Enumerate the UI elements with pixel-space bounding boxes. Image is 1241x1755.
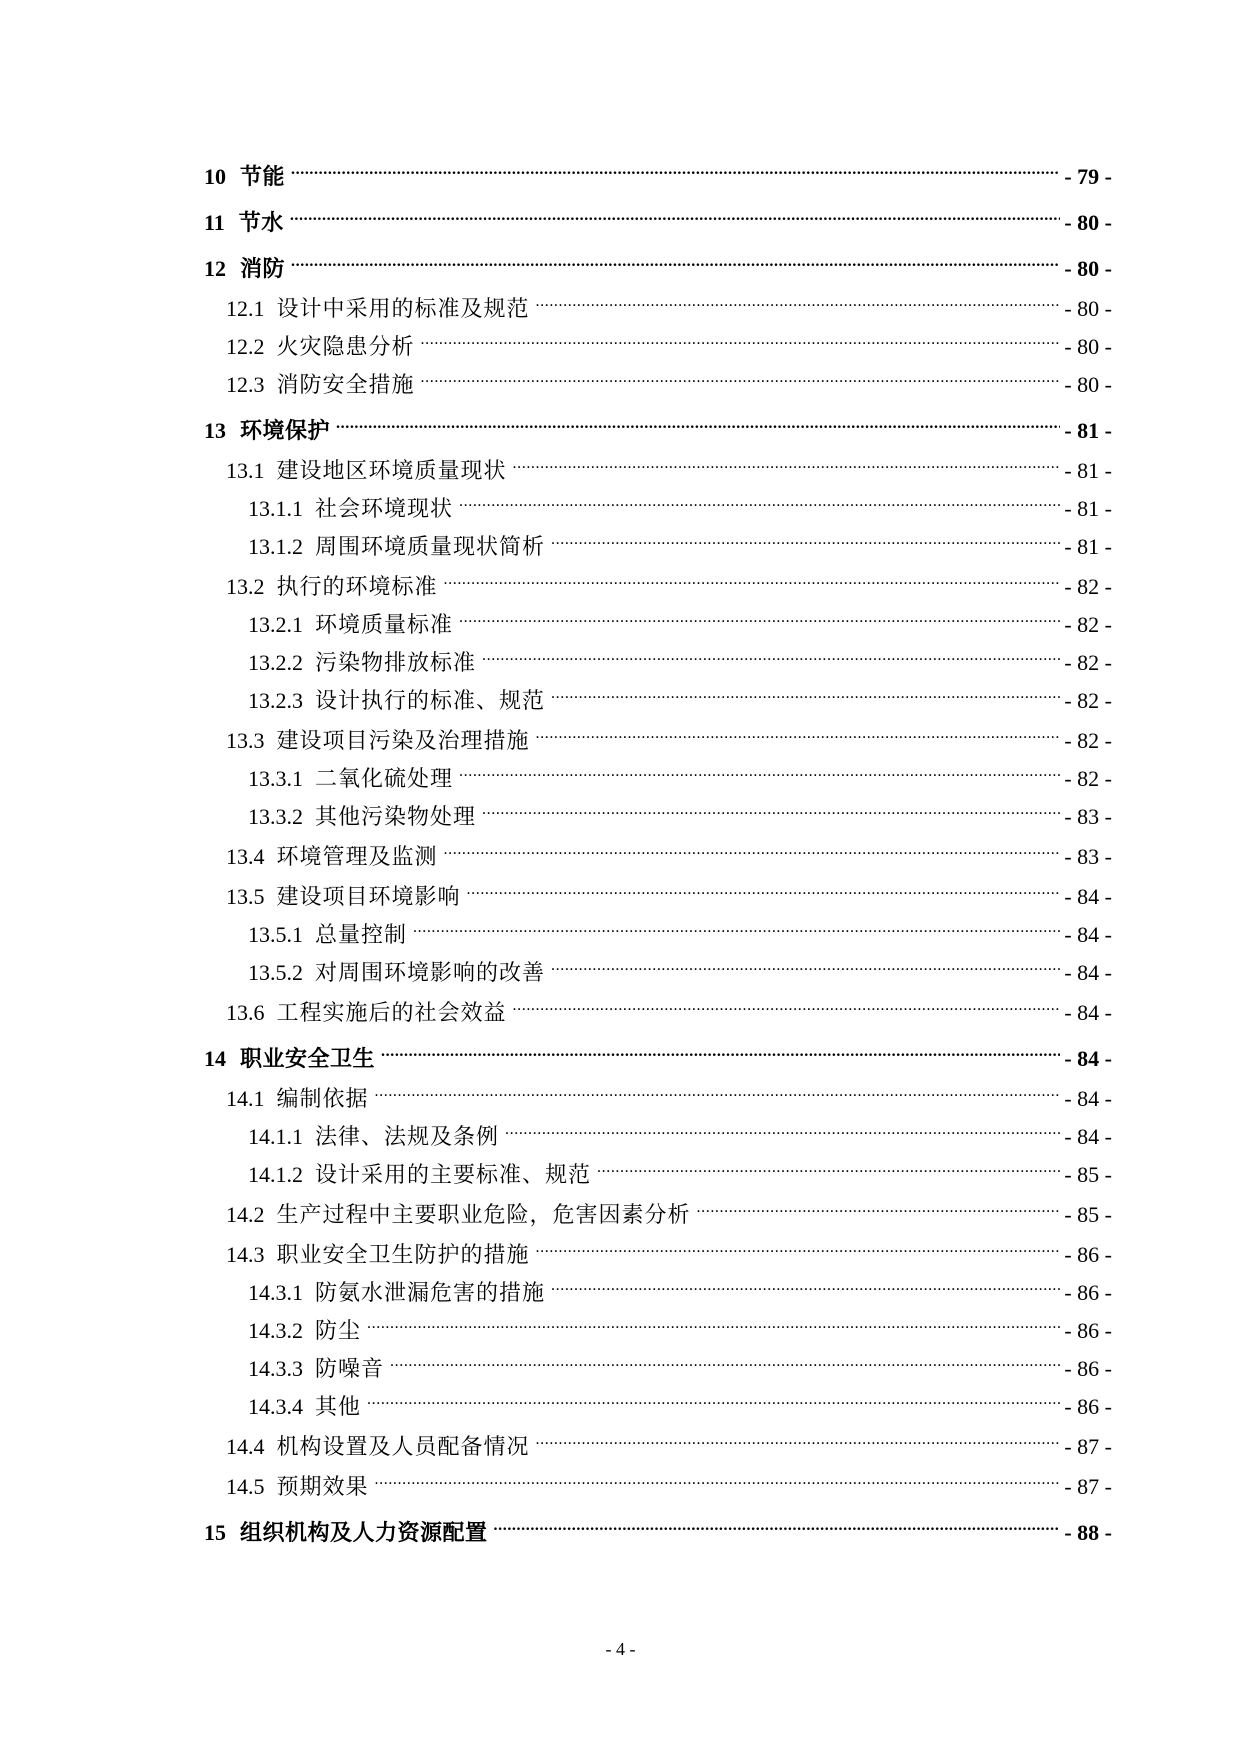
- toc-entry-page: - 84 -: [1064, 922, 1112, 947]
- toc-entry: [204, 1038, 1112, 1071]
- toc-entry-title: 防噪音: [315, 1356, 385, 1381]
- toc-entry-number: 11: [204, 210, 225, 235]
- toc-entry: [226, 836, 1112, 869]
- toc-entry-page: - 83 -: [1064, 844, 1112, 869]
- dot-leader: [459, 488, 1060, 516]
- toc-entry-number: 14.3: [226, 1242, 265, 1267]
- toc-entry-title: 法律、法规及条例: [315, 1124, 500, 1149]
- toc-entry: [226, 1078, 1112, 1111]
- toc-entry-page: - 79 -: [1064, 164, 1112, 189]
- toc-entry-title: 火灾隐患分析: [276, 334, 415, 359]
- toc-entry-title: 消防安全措施: [276, 372, 415, 397]
- toc-entry-title: 环境质量标准: [315, 612, 454, 637]
- toc-entry-number: 13.5: [226, 884, 265, 909]
- toc-entry-page: - 84 -: [1064, 1000, 1112, 1025]
- toc-entry-page: - 85 -: [1064, 1202, 1112, 1227]
- toc-entry-number: 14.1.1: [248, 1124, 303, 1149]
- dot-leader: [390, 1348, 1060, 1376]
- toc-entry-page: - 80 -: [1064, 256, 1112, 281]
- toc-entry-page: - 81 -: [1064, 458, 1112, 483]
- toc-entry-number: 13.3.2: [248, 804, 303, 829]
- toc-entry: [226, 288, 1112, 321]
- dot-leader: [482, 796, 1060, 824]
- dot-leader: [536, 288, 1061, 316]
- dot-leader: [536, 720, 1061, 748]
- dot-leader: [551, 526, 1060, 554]
- toc-entry-number: 13.6: [226, 1000, 265, 1025]
- toc-entry: [226, 566, 1112, 599]
- toc-entry-number: 10: [204, 164, 226, 189]
- dot-leader: [421, 326, 1061, 354]
- toc-entry-title: 职业安全卫生防护的措施: [276, 1242, 530, 1267]
- dot-leader: [459, 758, 1060, 786]
- dot-leader: [367, 1386, 1060, 1414]
- toc-entry-title: 消防: [240, 256, 286, 281]
- toc-entry-title: 周围环境质量现状简析: [315, 534, 546, 559]
- toc-entry-number: 14.1.2: [248, 1162, 303, 1187]
- toc-entry-page: - 82 -: [1064, 574, 1112, 599]
- toc-entry-page: - 86 -: [1064, 1242, 1112, 1267]
- dot-leader: [513, 450, 1061, 478]
- toc-entry-number: 12.3: [226, 372, 265, 397]
- toc-entry-title: 执行的环境标准: [276, 574, 438, 599]
- toc-entry-number: 14.5: [226, 1474, 265, 1499]
- toc-entry-number: 13.2: [226, 574, 265, 599]
- toc-entry-page: - 84 -: [1064, 960, 1112, 985]
- dot-leader: [375, 1466, 1061, 1494]
- toc-entry: [248, 1310, 1112, 1343]
- toc-entry-page: - 84 -: [1064, 1086, 1112, 1111]
- toc-entry-title: 建设项目污染及治理措施: [276, 728, 530, 753]
- toc-entry-title: 设计中采用的标准及规范: [276, 296, 530, 321]
- toc-entry-number: 12.2: [226, 334, 265, 359]
- dot-leader: [290, 202, 1061, 230]
- toc-entry: [204, 1512, 1112, 1545]
- toc-entry-title: 防尘: [315, 1318, 362, 1343]
- toc-entry-title: 二氧化硫处理: [315, 766, 454, 791]
- toc-entry-page: - 84 -: [1064, 1124, 1112, 1149]
- dot-leader: [494, 1512, 1061, 1540]
- toc-entry-number: 13.1.1: [248, 496, 303, 521]
- toc-entry-number: 15: [204, 1520, 226, 1545]
- toc-entry: [248, 526, 1112, 559]
- toc-entry-number: 13.5.2: [248, 960, 303, 985]
- toc-entry: [204, 156, 1112, 189]
- toc-entry: [248, 758, 1112, 791]
- toc-entry-title: 职业安全卫生: [240, 1046, 376, 1071]
- toc-entry-number: 14.3.2: [248, 1318, 303, 1343]
- toc-entry: [226, 720, 1112, 753]
- toc-entry-title: 组织机构及人力资源配置: [240, 1520, 488, 1545]
- dot-leader: [336, 410, 1060, 438]
- toc-entry-title: 设计采用的主要标准、规范: [315, 1162, 592, 1187]
- toc-entry-page: - 85 -: [1064, 1162, 1112, 1187]
- toc-entry-title: 工程实施后的社会效益: [276, 1000, 507, 1025]
- toc-entry: [226, 450, 1112, 483]
- dot-leader: [467, 876, 1061, 904]
- dot-leader: [459, 604, 1060, 632]
- toc-entry: [248, 914, 1112, 947]
- toc-entry-page: - 86 -: [1064, 1356, 1112, 1381]
- dot-leader: [551, 1272, 1060, 1300]
- toc-entry-number: 12.1: [226, 296, 265, 321]
- toc-entry-title: 编制依据: [276, 1086, 369, 1111]
- toc-entry-number: 13.5.1: [248, 922, 303, 947]
- toc-entry-page: - 81 -: [1064, 534, 1112, 559]
- toc-entry-page: - 86 -: [1064, 1318, 1112, 1343]
- toc-entry: [226, 1426, 1112, 1459]
- dot-leader: [413, 914, 1060, 942]
- toc-entry-page: - 82 -: [1064, 650, 1112, 675]
- toc-entry-number: 13.3: [226, 728, 265, 753]
- toc-entry-title: 对周围环境影响的改善: [315, 960, 546, 985]
- toc-entry: [204, 202, 1112, 235]
- dot-leader: [697, 1194, 1061, 1222]
- toc-entry: [226, 364, 1112, 397]
- toc-entry-title: 其他污染物处理: [315, 804, 477, 829]
- toc-entry-title: 社会环境现状: [315, 496, 454, 521]
- toc-entry: [248, 642, 1112, 675]
- toc-entry-title: 环境管理及监测: [276, 844, 438, 869]
- toc-entry-title: 建设项目环境影响: [276, 884, 461, 909]
- toc-entry: [226, 1466, 1112, 1499]
- toc-entry-title: 建设地区环境质量现状: [276, 458, 507, 483]
- toc-entry-page: - 86 -: [1064, 1280, 1112, 1305]
- toc-entry: [248, 1386, 1112, 1419]
- toc-entry-title: 设计执行的标准、规范: [315, 688, 546, 713]
- toc-entry: [226, 992, 1112, 1025]
- toc-entry-number: 14.2: [226, 1202, 265, 1227]
- toc-entry-number: 14.3.4: [248, 1394, 303, 1419]
- toc-entry-title: 环境保护: [240, 418, 331, 443]
- toc-entry-page: - 80 -: [1064, 296, 1112, 321]
- toc-entry-number: 13.2.1: [248, 612, 303, 637]
- toc-entry-page: - 82 -: [1064, 766, 1112, 791]
- dot-leader: [444, 566, 1061, 594]
- dot-leader: [381, 1038, 1060, 1066]
- toc-entry: [248, 488, 1112, 521]
- toc-entry: [248, 680, 1112, 713]
- toc-entry-page: - 80 -: [1064, 210, 1112, 235]
- toc-entry-page: - 81 -: [1064, 418, 1112, 443]
- toc-entry: [248, 1272, 1112, 1305]
- toc-entry-page: - 80 -: [1064, 372, 1112, 397]
- toc-entry: [248, 1116, 1112, 1149]
- dot-leader: [291, 248, 1060, 276]
- toc-entry-page: - 88 -: [1064, 1520, 1112, 1545]
- dot-leader: [482, 642, 1060, 670]
- toc-entry-page: - 82 -: [1064, 688, 1112, 713]
- toc-entry-number: 13.3.1: [248, 766, 303, 791]
- toc-entry: [248, 1348, 1112, 1381]
- toc-entry-number: 14: [204, 1046, 226, 1071]
- dot-leader: [513, 992, 1061, 1020]
- toc-entry-page: - 86 -: [1064, 1394, 1112, 1419]
- toc-entry-page: - 82 -: [1064, 728, 1112, 753]
- toc-entry-number: 13.1: [226, 458, 265, 483]
- toc-entry: [226, 876, 1112, 909]
- toc-entry: [248, 796, 1112, 829]
- toc-entry: [248, 1154, 1112, 1187]
- dot-leader: [291, 156, 1060, 184]
- toc-entry-title: 节水: [238, 210, 284, 235]
- toc-entry-page: - 83 -: [1064, 804, 1112, 829]
- dot-leader: [597, 1154, 1060, 1182]
- toc-entry-title: 防氨水泄漏危害的措施: [315, 1280, 546, 1305]
- page-number: - 4 -: [605, 1639, 636, 1659]
- toc-entry-page: - 80 -: [1064, 334, 1112, 359]
- toc-entry-title: 污染物排放标准: [315, 650, 477, 675]
- toc-entry: [226, 1234, 1112, 1267]
- toc-entry: [226, 326, 1112, 359]
- toc-entry: [248, 604, 1112, 637]
- toc-entry-page: - 87 -: [1064, 1434, 1112, 1459]
- toc-entry-title: 机构设置及人员配备情况: [276, 1434, 530, 1459]
- dot-leader: [444, 836, 1061, 864]
- toc-entry-title: 预期效果: [276, 1474, 369, 1499]
- toc-entry: [226, 1194, 1112, 1227]
- toc-entry-number: 13.4: [226, 844, 265, 869]
- toc-entry-title: 节能: [240, 164, 286, 189]
- toc-entry-number: 13.2.3: [248, 688, 303, 713]
- toc-entry-page: - 84 -: [1064, 884, 1112, 909]
- toc-entry-number: 14.3.1: [248, 1280, 303, 1305]
- toc-entry-title: 总量控制: [315, 922, 408, 947]
- toc-entry-number: 13.2.2: [248, 650, 303, 675]
- dot-leader: [367, 1310, 1060, 1338]
- dot-leader: [551, 680, 1060, 708]
- toc-entry-number: 13.1.2: [248, 534, 303, 559]
- toc-entry-page: - 82 -: [1064, 612, 1112, 637]
- dot-leader: [421, 364, 1061, 392]
- toc-entry-title: 其他: [315, 1394, 362, 1419]
- toc-entry: [204, 410, 1112, 443]
- toc-entry-title: 生产过程中主要职业危险，危害因素分析: [276, 1202, 691, 1227]
- toc-entry-number: 14.4: [226, 1434, 265, 1459]
- toc-entry-number: 14.3.3: [248, 1356, 303, 1381]
- toc-entry-page: - 84 -: [1064, 1046, 1112, 1071]
- toc-entry-number: 12: [204, 256, 226, 281]
- dot-leader: [551, 952, 1060, 980]
- dot-leader: [536, 1234, 1061, 1262]
- dot-leader: [375, 1078, 1061, 1106]
- toc-entry-number: 13: [204, 418, 226, 443]
- dot-leader: [536, 1426, 1061, 1454]
- toc-entry-page: - 81 -: [1064, 496, 1112, 521]
- dot-leader: [505, 1116, 1060, 1144]
- toc-entry-page: - 87 -: [1064, 1474, 1112, 1499]
- toc-entry-number: 14.1: [226, 1086, 265, 1111]
- toc-entry: [248, 952, 1112, 985]
- toc-entry: [204, 248, 1112, 281]
